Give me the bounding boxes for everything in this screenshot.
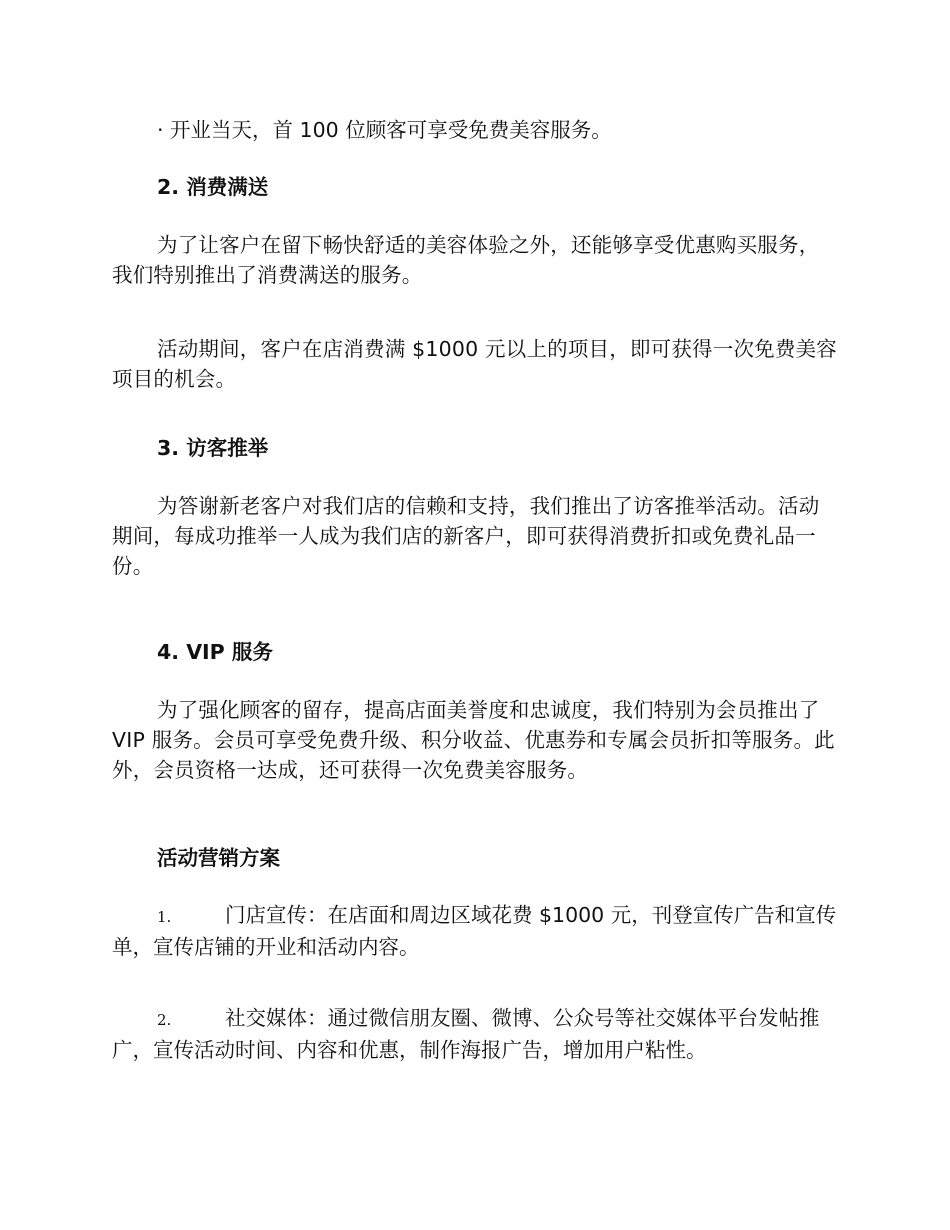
marketing-item-text: 社交媒体：通过微信朋友圈、微博、公众号等社交媒体平台发帖推广，宣传活动时间、内容和优惠，制作海报广告，增加用户粘性。 [112, 1006, 820, 1062]
marketing-item-text: 门店宣传：在店面和周边区域花费 $1000 元，刊登宣传广告和宣传单，宣传店铺的开业和活动内容。 [112, 903, 837, 959]
marketing-item-number: 2. [157, 1011, 172, 1029]
paragraph-referral: 为答谢新老客户对我们店的信赖和支持，我们推出了访客推举活动。活动期间，每成功推举一人成为我们店的新客户，即可获得消费折扣或免费礼品一份。 [112, 494, 820, 578]
bullet-opening-day: · 开业当天，首 100 位顾客可享受免费美容服务。 [157, 118, 612, 142]
heading-marketing-plan: 活动营销方案 [157, 846, 280, 870]
paragraph-spend-reward-detail: 活动期间，客户在店消费满 $1000 元以上的项目，即可获得一次免费美容项目的机会。 [112, 337, 837, 391]
heading-referral: 3. 访客推举 [157, 436, 269, 460]
paragraph-spend-reward-intro: 为了让客户在留下畅快舒适的美容体验之外，还能够享受优惠购买服务，我们特别推出了消费满送的服务。 [112, 233, 820, 287]
paragraph-vip-service: 为了强化顾客的留存，提高店面美誉度和忠诚度，我们特别为会员推出了 VIP 服务。会员可享受免费升级、积分收益、优惠券和专属会员折扣等服务。此外，会员资格一达成，还可获得一次免费美容服务。 [112, 698, 835, 782]
marketing-item-social-media [112, 1003, 840, 1065]
marketing-item-store-promo [112, 900, 840, 962]
marketing-item-number: 1. [157, 908, 172, 926]
heading-vip-service: 4. VIP 服务 [157, 640, 273, 664]
heading-spend-reward: 2. 消费满送 [157, 175, 269, 199]
